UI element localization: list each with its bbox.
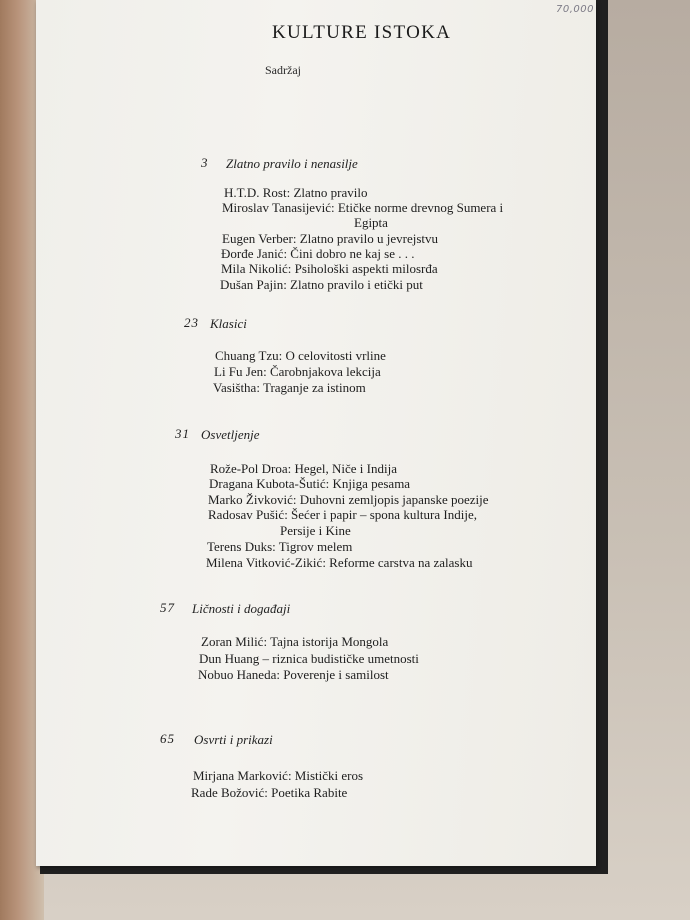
toc-entry-continued: Persije i Kine [280, 523, 351, 538]
section-title: Osvrti i prikazi [194, 732, 273, 747]
toc-entry: Mila Nikolić: Psihološki aspekti milosrđa [221, 261, 438, 276]
toc-entry: Chuang Tzu: O celovitosti vrline [215, 348, 386, 363]
section-page-number: 57 [160, 600, 175, 615]
toc-entry: Dušan Pajin: Zlatno pravilo i etički put [220, 277, 423, 292]
toc-entry: H.T.D. Rost: Zlatno pravilo [224, 185, 368, 200]
toc-entry: Dun Huang – riznica budističke umetnosti [199, 651, 419, 666]
magazine-page [36, 0, 596, 866]
toc-entry: Miroslav Tanasijević: Etičke norme drevnog Sumera i [222, 200, 504, 215]
toc-entry-continued: Egipta [354, 215, 388, 230]
toc-entry: Mirjana Marković: Mistički eros [193, 768, 364, 783]
section-title: Osvetljenje [201, 427, 260, 442]
toc-entry: Rože-Pol Droa: Hegel, Niče i Indija [210, 461, 397, 476]
toc-entry: Vasištha: Traganje za istinom [213, 380, 366, 395]
section-title: Zlatno pravilo i nenasilje [226, 156, 358, 171]
section-title: Ličnosti i događaji [192, 601, 291, 616]
section-page-number: 65 [160, 731, 175, 746]
toc-entry: Li Fu Jen: Čarobnjakova lekcija [214, 364, 381, 379]
toc-entry: Đorđe Janić: Čini dobro ne kaj se . . . [221, 246, 415, 261]
toc-entry: Radosav Pušić: Šećer i papir – spona kultura Indije, [208, 507, 477, 522]
toc-entry: Rade Božović: Poetika Rabite [191, 785, 348, 800]
toc-entry: Eugen Verber: Zlatno pravilo u jevrejstvu [222, 231, 439, 246]
toc-entry: Dragana Kubota-Šutić: Knjiga pesama [209, 476, 411, 491]
section-page-number: 23 [184, 315, 199, 330]
toc-entry: Milena Vitković-Zikić: Reforme carstva na zalasku [206, 555, 473, 570]
contents-label: Sadržaj [265, 63, 301, 77]
toc-entry: Marko Živković: Duhovni zemljopis japanske poezije [208, 492, 489, 507]
section-page-number: 31 [175, 426, 190, 441]
toc-entry: Terens Duks: Tigrov melem [207, 539, 353, 554]
pencil-price-note: 70,000 [556, 4, 594, 15]
toc-entry: Nobuo Haneda: Poverenje i samilost [198, 667, 389, 682]
section-page-number: 3 [201, 155, 209, 170]
magazine-title: KULTURE ISTOKA [272, 22, 452, 43]
section-title: Klasici [210, 316, 247, 331]
toc-entry: Zoran Milić: Tajna istorija Mongola [201, 634, 389, 649]
